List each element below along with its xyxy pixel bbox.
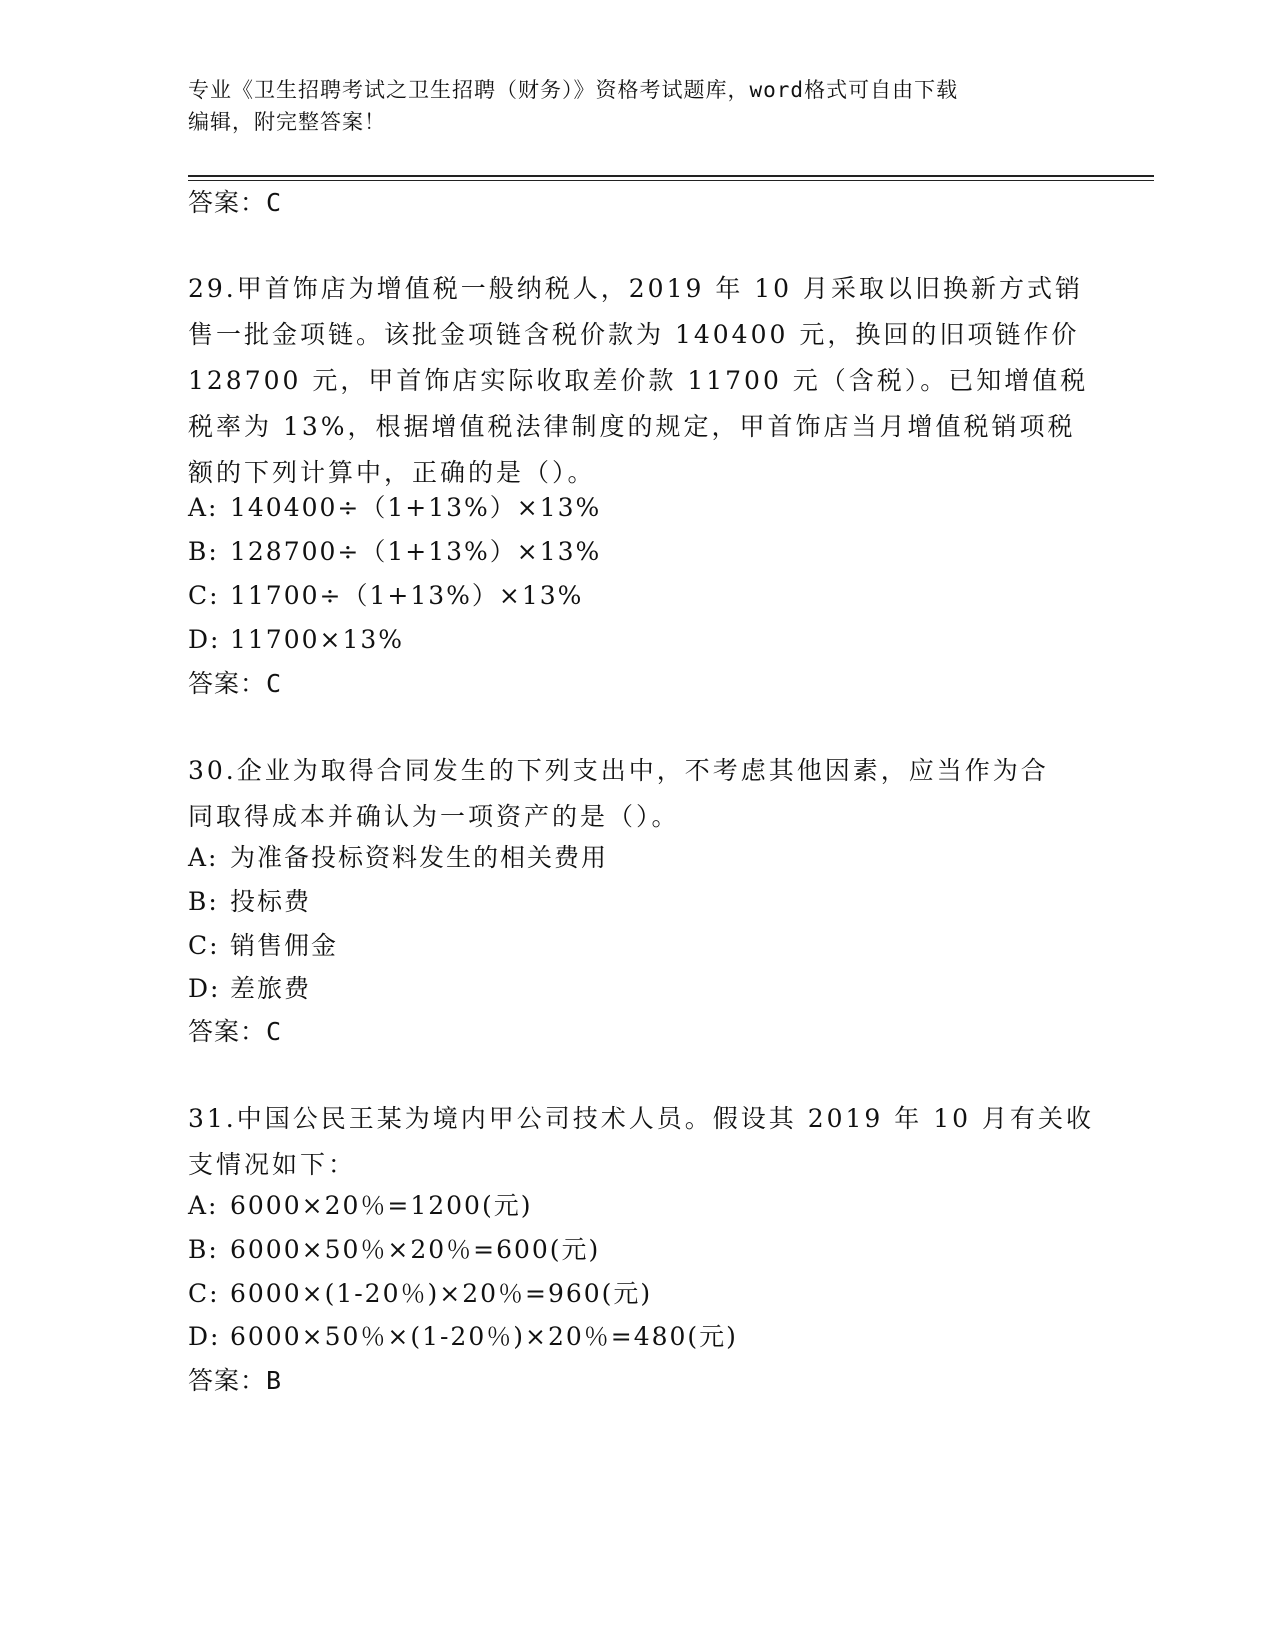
option-d <box>188 623 404 657</box>
question-31 <box>188 1096 1094 1188</box>
option-letter: B: <box>188 887 219 916</box>
option-letter: D: <box>188 625 221 654</box>
header-line-2: 编辑，附完整答案！ <box>188 110 386 134</box>
question-30 <box>188 748 1078 840</box>
answer-previous: 答案：C <box>188 188 283 217</box>
option-letter: A: <box>188 493 219 522</box>
document-header <box>188 74 1088 138</box>
option-text: 投标费 <box>230 887 312 916</box>
question-text-line: 128700 元，甲首饰店实际收取差价款 11700 元（含税）。已知增值税 <box>188 366 1089 395</box>
header-divider-thin <box>188 180 1154 181</box>
answer-31: 答案：B <box>188 1366 283 1395</box>
option-a <box>188 1189 532 1223</box>
option-text: 销售佣金 <box>230 931 339 960</box>
option-d <box>188 972 311 1006</box>
answer-29: 答案：C <box>188 669 283 698</box>
option-a <box>188 841 608 875</box>
option-letter: A: <box>188 1191 219 1220</box>
question-text-line: 31.中国公民王某为境内甲公司技术人员。假设其 2019 年 10 月有关收 <box>188 1104 1094 1133</box>
question-29 <box>188 266 1089 496</box>
option-letter: D: <box>188 1322 221 1351</box>
header-line-1: 专业《卫生招聘考试之卫生招聘（财务）》资格考试题库，word格式可自由下载 <box>188 78 959 102</box>
option-d <box>188 1320 738 1354</box>
option-text: 11700×13% <box>230 625 405 654</box>
option-text: 128700÷（1+13%）×13% <box>230 537 602 566</box>
option-text: 差旅费 <box>230 974 312 1003</box>
option-text: 6000×50％×20％=600(元) <box>230 1235 601 1264</box>
option-c <box>188 1277 652 1311</box>
question-text-line: 支情况如下： <box>188 1150 357 1179</box>
answer-30: 答案：C <box>188 1017 283 1046</box>
question-text-line: 30.企业为取得合同发生的下列支出中，不考虑其他因素，应当作为合 <box>188 756 1049 785</box>
option-text: 为准备投标资料发生的相关费用 <box>230 843 609 872</box>
option-b <box>188 1233 600 1267</box>
option-c <box>188 579 583 613</box>
option-letter: A: <box>188 843 219 872</box>
option-text: 6000×(1-20％)×20％=960(元) <box>230 1279 653 1308</box>
question-text-line: 售一批金项链。该批金项链含税价款为 140400 元，换回的旧项链作价 <box>188 320 1080 349</box>
option-b <box>188 535 601 569</box>
option-text: 140400÷（1+13%）×13% <box>230 493 602 522</box>
option-a <box>188 491 601 525</box>
question-text-line: 额的下列计算中，正确的是（）。 <box>188 458 596 487</box>
option-text: 11700÷（1+13%）×13% <box>230 581 584 610</box>
option-letter: D: <box>188 974 221 1003</box>
option-letter: B: <box>188 537 219 566</box>
option-text: 6000×50％×(1-20％)×20％=480(元) <box>230 1322 738 1351</box>
option-text: 6000×20％=1200(元) <box>230 1191 533 1220</box>
header-divider-thick <box>188 175 1154 177</box>
question-text-line: 税率为 13%，根据增值税法律制度的规定，甲首饰店当月增值税销项税 <box>188 412 1076 441</box>
option-b <box>188 885 311 919</box>
option-letter: B: <box>188 1235 219 1264</box>
option-c <box>188 929 338 963</box>
question-text-line: 同取得成本并确认为一项资产的是（）。 <box>188 802 680 831</box>
option-letter: C: <box>188 931 220 960</box>
option-letter: C: <box>188 581 220 610</box>
option-letter: C: <box>188 1279 220 1308</box>
question-text-line: 29.甲首饰店为增值税一般纳税人，2019 年 10 月采取以旧换新方式销 <box>188 274 1084 303</box>
